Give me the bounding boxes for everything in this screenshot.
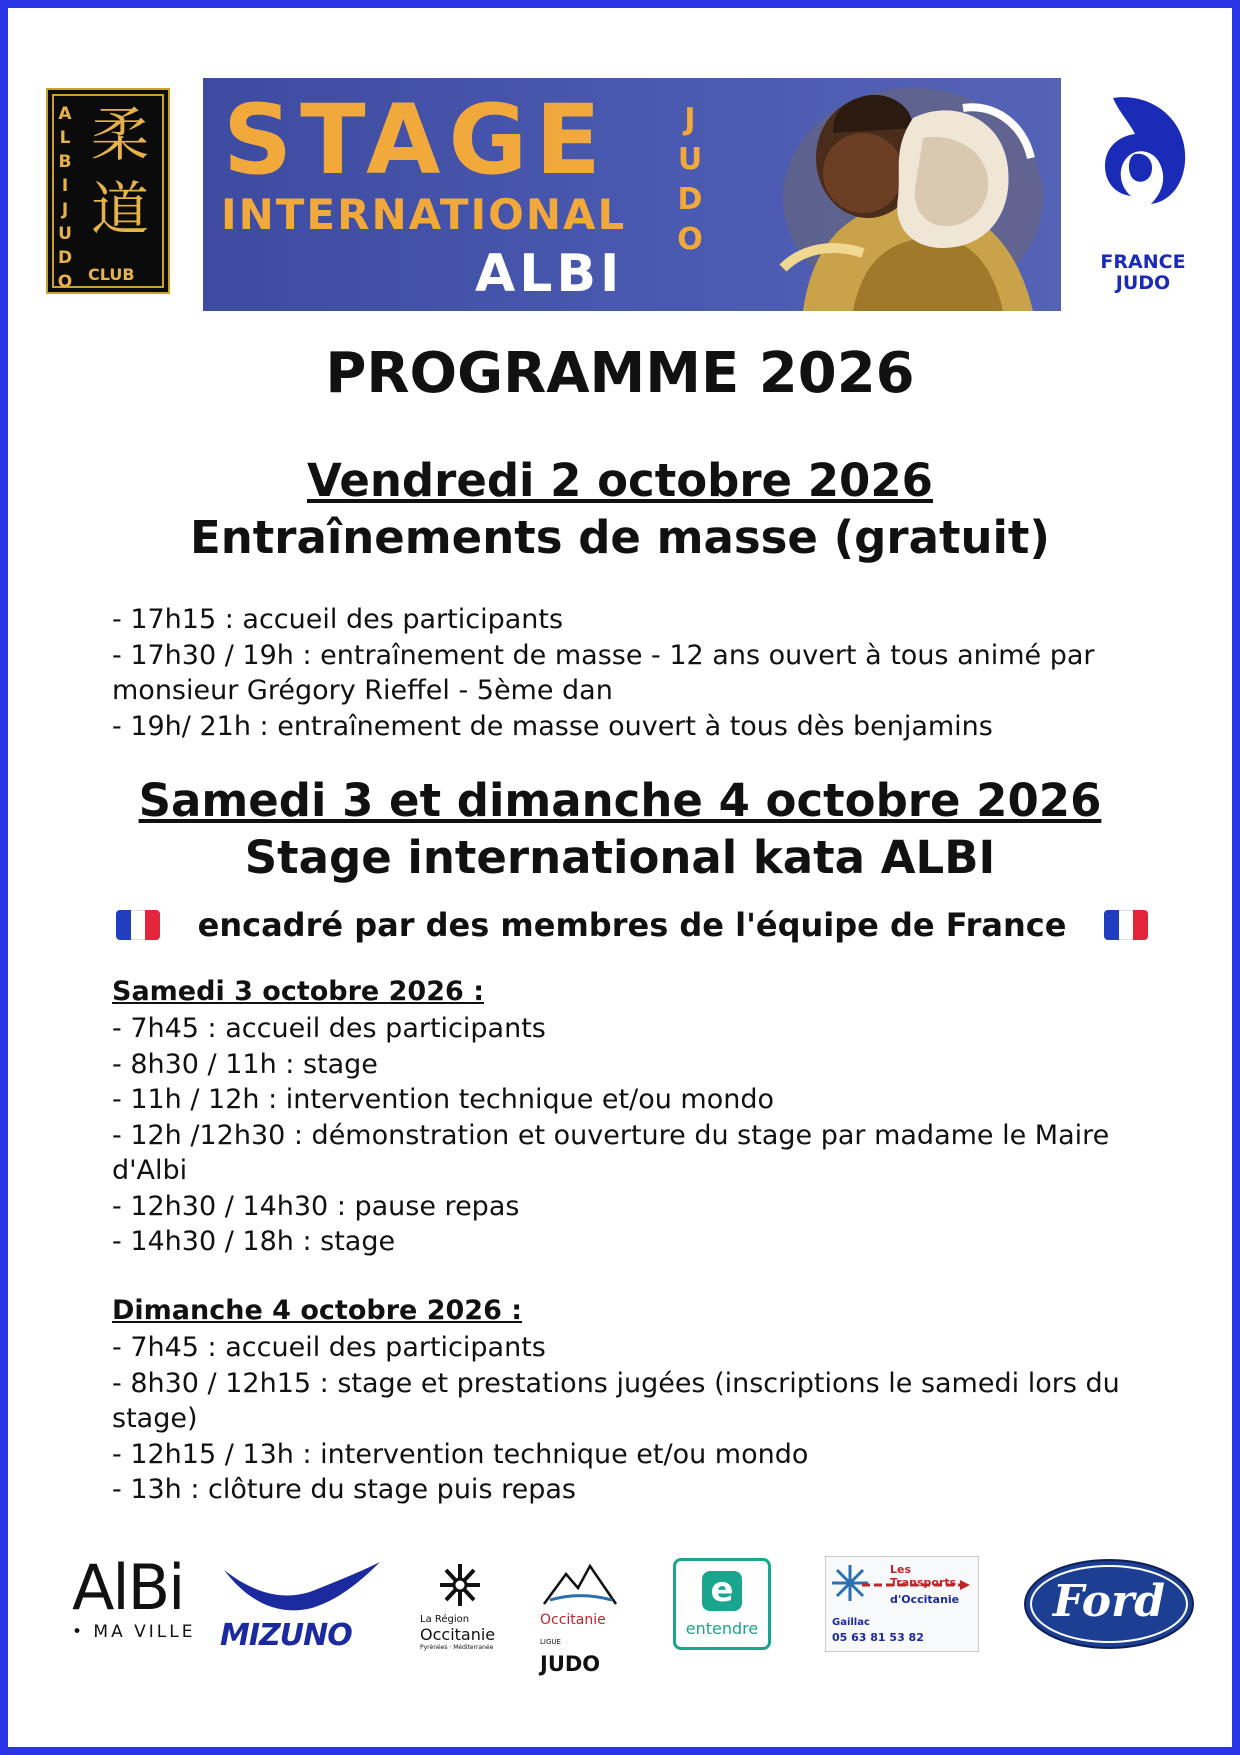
club-logo-kanji: 柔道 xyxy=(90,101,149,243)
flag-stripe-white xyxy=(1119,910,1134,940)
ligue-line2: JUDO xyxy=(540,1652,601,1676)
list-item: - 17h30 / 19h : entraînement de masse - 12 ans ouvert à tous animé par monsieur Grégory Rieffel - 5ème dan xyxy=(112,639,1095,706)
saturday-heading: Samedi 3 octobre 2026 : xyxy=(112,976,484,1007)
club-logo-club-text: CLUB xyxy=(88,265,135,284)
france-judo-emblem-icon xyxy=(1093,92,1193,252)
page-title: PROGRAMME 2026 xyxy=(325,341,915,406)
albi-city-name: AlBi xyxy=(72,1551,184,1624)
albi-city-logo xyxy=(72,1551,202,1656)
list-item: - 13h : clôture du stage puis repas xyxy=(112,1474,576,1505)
albi-judo-club-logo xyxy=(46,88,170,294)
banner-albi-text: ALBI xyxy=(475,244,624,304)
france-judo-text xyxy=(1093,252,1193,294)
entendre-name: entendre xyxy=(685,1619,759,1638)
transports-line1: Les Transports xyxy=(890,1563,957,1589)
france-judo-line2: JUDO xyxy=(1115,272,1171,294)
ford-logo xyxy=(1023,1558,1195,1650)
flag-stripe-blue xyxy=(1104,910,1119,940)
list-item: - 17h15 : accueil des participants xyxy=(112,604,564,635)
mizuno-logo xyxy=(220,1560,385,1655)
weekend-subtitle: Stage international kata ALBI xyxy=(244,831,996,884)
ford-name: Ford xyxy=(1052,1576,1166,1627)
france-judo-logo xyxy=(1093,92,1193,292)
sunday-schedule xyxy=(112,1330,1192,1508)
banner-international-text: INTERNATIONAL xyxy=(221,190,627,239)
region-line3: Pyrénées · Méditerranée xyxy=(420,1644,494,1651)
list-item: - 7h45 : accueil des participants xyxy=(112,1013,546,1044)
transports-occitanie-logo xyxy=(825,1556,979,1652)
french-flag-icon xyxy=(1104,910,1148,940)
entendre-badge-icon xyxy=(702,1571,742,1611)
ligue-occitanie-judo-logo xyxy=(540,1560,626,1676)
friday-subtitle: Entraînements de masse (gratuit) xyxy=(189,511,1051,564)
list-item: - 8h30 / 12h15 : stage et prestations jugées (inscriptions le samedi lors du stage) xyxy=(112,1367,1120,1434)
friday-date-heading: Vendredi 2 octobre 2026 xyxy=(307,454,933,507)
ligue-line1: Occitanie xyxy=(540,1612,606,1628)
transports-line2: d'Occitanie xyxy=(890,1593,960,1606)
ligue-judo-row xyxy=(540,1628,626,1677)
sponsors-row xyxy=(8,1548,1232,1676)
mizuno-name: MIZUNO xyxy=(220,1618,352,1653)
list-item: - 8h30 / 11h : stage xyxy=(112,1048,378,1080)
region-line1: La Région xyxy=(420,1614,470,1625)
region-line2: Occitanie xyxy=(420,1625,496,1644)
albi-city-tagline: • MA VILLE xyxy=(72,1622,196,1642)
club-logo-vertical-text: ALBI JUDO xyxy=(57,104,73,292)
transports-city: Gaillac xyxy=(832,1617,870,1628)
list-item: - 12h /12h30 : démonstration et ouverture du stage par madame le Maire d'Albi xyxy=(112,1119,1110,1186)
sunday-heading: Dimanche 4 octobre 2026 : xyxy=(112,1295,523,1326)
judoka-illustration xyxy=(763,78,1061,311)
occitan-cross-icon xyxy=(430,1560,490,1610)
stage-banner xyxy=(203,78,1061,311)
entendre-logo xyxy=(673,1558,771,1650)
list-item: - 12h15 / 13h : intervention technique et/ou mondo xyxy=(112,1438,809,1470)
banner-stage-text: STAGE xyxy=(223,84,609,196)
list-item: - 14h30 / 18h : stage xyxy=(112,1226,396,1257)
supervised-by-line xyxy=(112,900,1152,950)
list-item: - 12h30 / 14h30 : pause repas xyxy=(112,1190,520,1222)
saturday-schedule xyxy=(112,1011,1192,1260)
ligue-prefix: LIGUE xyxy=(540,1638,561,1646)
region-occitanie-logo xyxy=(420,1560,510,1656)
list-item: - 7h45 : accueil des participants xyxy=(112,1332,546,1363)
mountains-icon xyxy=(540,1560,620,1608)
entendre-letter: e xyxy=(710,1570,734,1610)
weekend-date-heading: Samedi 3 et dimanche 4 octobre 2026 xyxy=(138,774,1102,827)
list-item: - 11h / 12h : intervention technique et/ou mondo xyxy=(112,1084,775,1115)
banner-judo-text: JUDO xyxy=(677,102,703,257)
list-item: - 19h/ 21h : entraînement de masse ouvert à tous dès benjamins xyxy=(112,710,993,742)
transports-arrow-icon xyxy=(862,1579,972,1591)
transports-phone: 05 63 81 53 82 xyxy=(832,1631,924,1644)
france-judo-line1: FRANCE xyxy=(1100,251,1186,273)
supervised-by-text: encadré par des membres de l'équipe de France xyxy=(197,906,1067,944)
friday-schedule xyxy=(112,602,1192,744)
flag-stripe-red xyxy=(1133,910,1148,940)
mizuno-runbird-icon xyxy=(220,1560,385,1615)
